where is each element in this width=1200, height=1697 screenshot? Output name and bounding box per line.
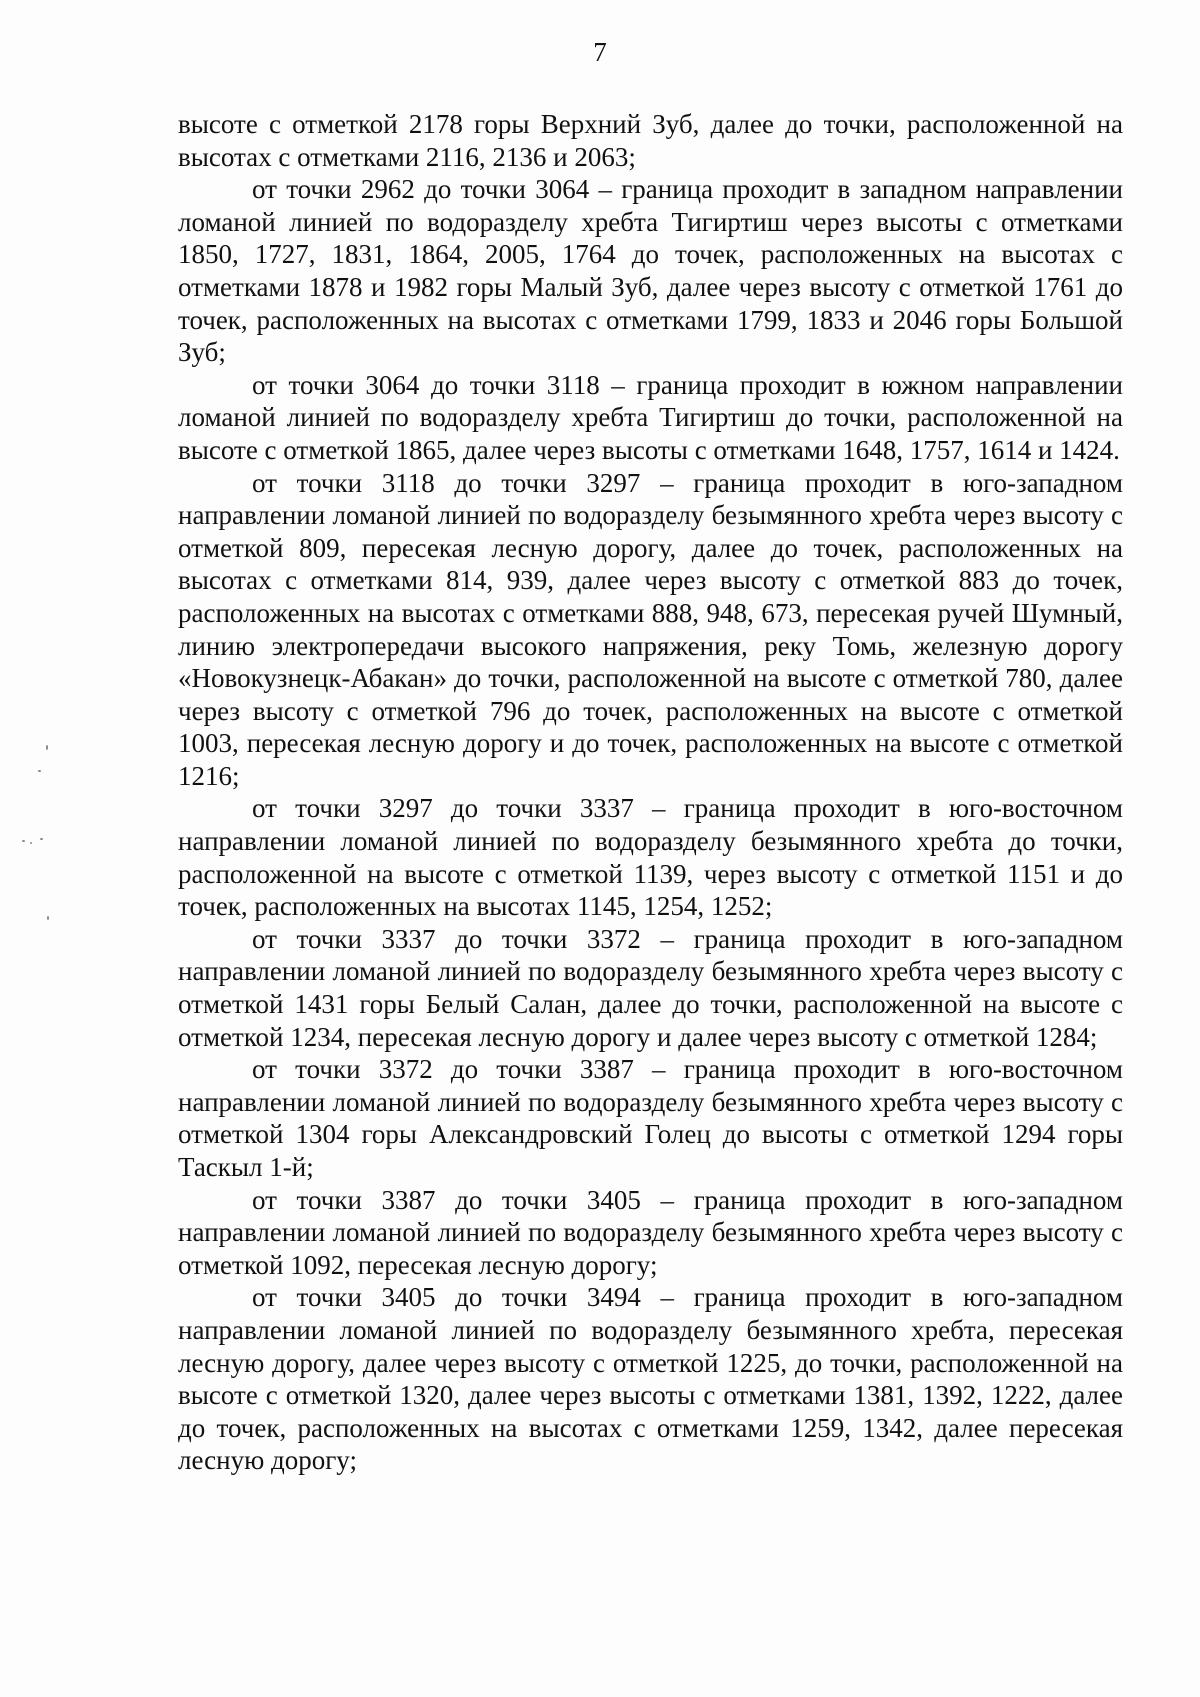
paragraph-2: от точки 2962 до точки 3064 – граница проходит в западном направлении ломаной линией по водоразделу хребта Тигиртиш через высоты с отметками 1850, 1727, 1831, 1864, 2005, 1764 до точек, расположенных на высотах с отметками 1878 и 1982 горы Малый Зуб, далее через высоту с отметкой 1761 до точек, расположенных на высотах с отметками 1799, 1833 и 2046 горы Большой Зуб;: [178, 174, 1123, 368]
document-body: [178, 108, 1123, 1477]
paragraph-5: от точки 3297 до точки 3337 – граница проходит в юго-восточном направлении ломаной линией по водоразделу безымянного хребта до точки, расположенной на высоте с отметкой 1139, через высоту с отметкой 1151 и до точек, расположенных на высотах 1145, 1254, 1252;: [178, 793, 1123, 922]
scan-speck: [22, 840, 25, 842]
scan-speck: [46, 745, 48, 750]
scan-speck: [40, 838, 43, 840]
paragraph-9: от точки 3405 до точки 3494 – граница проходит в юго-западном направлении ломаной линией по водоразделу безымянного хребта, пересекая лесную дорогу, далее через высоту с отметкой 1225, до точки, расположенной на высоте с отметкой 1320, далее через высоты с отметками 1381, 1392, 1222, далее до точек, расположенных на высотах с отметками 1259, 1342, далее пересекая лесную дорогу;: [178, 1282, 1123, 1476]
paragraph-4: от точки 3118 до точки 3297 – граница проходит в юго-западном направлении ломаной линией по водоразделу безымянного хребта через высоту с отметкой 809, пересекая лесную дорогу, далее до точек, расположенных на высотах с отметками 814, 939, далее через высоту с отметкой 883 до точек, расположенных на высотах с отметками 888, 948, 673, пересекая ручей Шумный, линию электропередачи высокого напряжения, реку Томь, железную дорогу «Новокузнецк-Абакан» до точки, расположенной на высоте с отметкой 780, далее через высоту с отметкой 796 до точек, расположенных на высоте с отметкой 1003, пересекая лесную дорогу и до точек, расположенных на высоте с отметкой 1216;: [178, 467, 1123, 791]
paragraph-7: от точки 3372 до точки 3387 – граница проходит в юго-восточном направлении ломаной линией по водоразделу безымянного хребта через высоту с отметкой 1304 горы Александровский Голец до высоты с отметкой 1294 горы Таскыл 1-й;: [178, 1054, 1123, 1182]
page-number: 7: [593, 37, 607, 67]
scan-speck: [38, 770, 41, 772]
paragraph-6: от точки 3337 до точки 3372 – граница проходит в юго-западном направлении ломаной линией по водоразделу безымянного хребта через высоту с отметкой 1431 горы Белый Салан, далее до точки, расположенной на высоте с отметкой 1234, пересекая лесную дорогу и далее через высоту с отметкой 1284;: [178, 923, 1123, 1052]
paragraph-8: от точки 3387 до точки 3405 – граница проходит в юго-западном направлении ломаной линией по водоразделу безымянного хребта через высоту с отметкой 1092, пересекая лесную дорогу;: [178, 1184, 1123, 1280]
scan-speck: [47, 916, 49, 920]
scan-speck: [30, 842, 32, 844]
paragraph-1: высоте с отметкой 2178 горы Верхний Зуб, далее до точки, расположенной на высотах с отметками 2116, 2136 и 2063;: [178, 109, 1123, 172]
paragraph-3: от точки 3064 до точки 3118 – граница проходит в южном направлении ломаной линией по водоразделу хребта Тигиртиш до точки, расположенной на высоте с отметкой 1865, далее через высоты с отметками 1648, 1757, 1614 и 1424.: [178, 369, 1123, 465]
